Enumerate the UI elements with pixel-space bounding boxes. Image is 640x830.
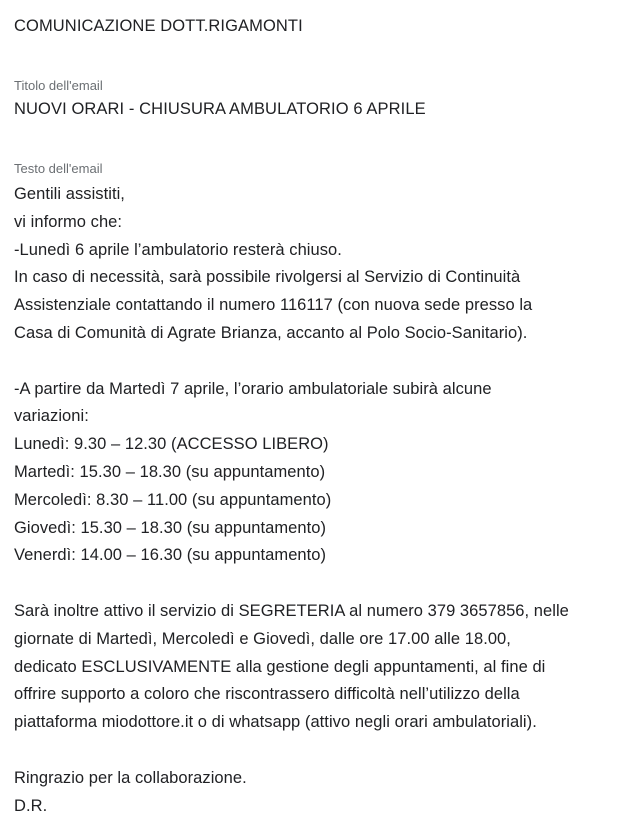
secretary-line: offrire supporto a coloro che riscontrassero difficoltà nell’utilizzo della bbox=[14, 685, 520, 704]
continuity-line: Casa di Comunità di Agrate Brianza, accanto al Polo Socio-Sanitario). bbox=[14, 323, 528, 342]
schedule-change-line: -A partire da Martedì 7 aprile, l’orario ambulatoriale subirà alcune bbox=[14, 379, 492, 398]
paragraph-spacer bbox=[14, 348, 626, 376]
secretary-line: Sarà inoltre attivo il servizio di SEGRETERIA al numero 379 3657856, nelle bbox=[14, 601, 569, 620]
body-label: Testo dell'email bbox=[14, 161, 103, 176]
schedule-item: Mercoledì: 8.30 – 11.00 (su appuntamento) bbox=[14, 490, 332, 509]
schedule-item: Giovedì: 15.30 – 18.30 (su appuntamento) bbox=[14, 518, 327, 537]
continuity-line: Assistenziale contattando il numero 116117 (con nuova sede presso la bbox=[14, 296, 533, 315]
secretary-line: dedicato ESCLUSIVAMENTE alla gestione degli appuntamenti, al fine di bbox=[14, 657, 546, 676]
schedule-item: Martedì: 15.30 – 18.30 (su appuntamento) bbox=[14, 462, 326, 481]
schedule-item: Venerdì: 14.00 – 16.30 (su appuntamento) bbox=[14, 546, 327, 565]
intro-line: vi informo che: bbox=[14, 212, 123, 231]
signature: D.R. bbox=[14, 796, 48, 815]
continuity-line: In caso di necessità, sarà possibile rivolgersi al Servizio di Continuità bbox=[14, 268, 521, 287]
schedule-item: Lunedì: 9.30 – 12.30 (ACCESSO LIBERO) bbox=[14, 435, 329, 454]
greeting-line: Gentili assistiti, bbox=[14, 185, 125, 203]
subject-label: Titolo dell'email bbox=[14, 78, 103, 93]
schedule-change-line: variazioni: bbox=[14, 407, 89, 426]
email-body bbox=[14, 181, 626, 820]
secretary-line: piattaforma miodottore.it o di whatsapp (attivo negli orari ambulatoriali). bbox=[14, 713, 537, 732]
secretary-line: giornate di Martedì, Mercoledì e Giovedì, dalle ore 17.00 alle 18.00, bbox=[14, 629, 511, 648]
closure-notice-line: -Lunedì 6 aprile l’ambulatorio resterà chiuso. bbox=[14, 240, 342, 259]
thanks-line: Ringrazio per la collaborazione. bbox=[14, 768, 247, 787]
paragraph-spacer bbox=[14, 737, 626, 765]
email-subject: NUOVI ORARI - CHIUSURA AMBULATORIO 6 APRILE bbox=[14, 100, 426, 118]
paragraph-spacer bbox=[14, 570, 626, 598]
page-title: COMUNICAZIONE DOTT.RIGAMONTI bbox=[14, 17, 303, 35]
